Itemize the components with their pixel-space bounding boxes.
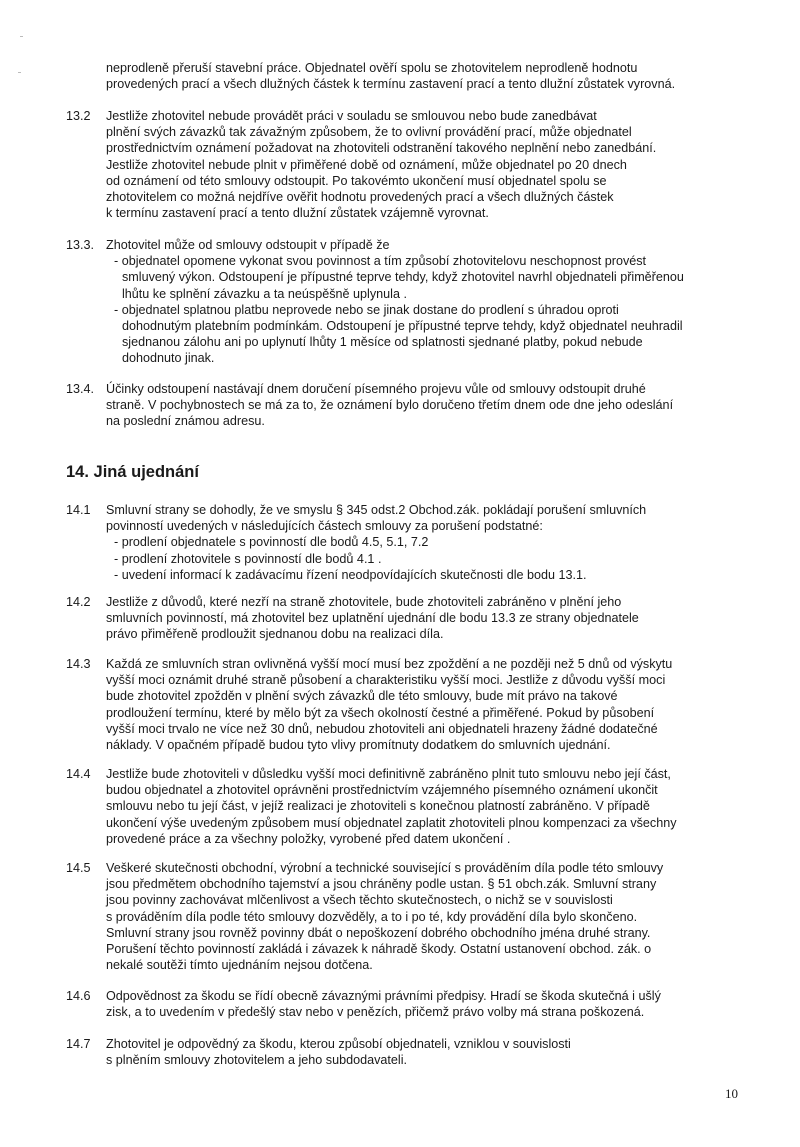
text-line: ukončení výše uvedeným způsobem musí objednatel zaplatit zhotoviteli plnou kompenzaci za všechny — [106, 815, 677, 830]
text-line: provedené práce a za všechny položky, vyrobené před datem ukončení . — [106, 831, 511, 846]
section-number: 14.1 — [66, 503, 91, 517]
text-line: provedených prací a všech dlužných částek k termínu zastavení prací a tento dlužní zůstatek vyrovná. — [106, 77, 676, 92]
text-line: straně. V pochybnostech se má za to, že oznámení bylo doručeno třetím dnem ode dne jeho odeslání — [106, 398, 674, 413]
text-line: Jestliže z důvodů, které nezří na straně zhotovitele, bude zhotoviteli zabráněno v plnění jeho — [106, 595, 622, 609]
text-line: zisk, a to uvedením v předešlý stav nebo v penězích, přičemž právo volby má strana poškozená. — [106, 1005, 645, 1020]
scan-speck — [20, 36, 23, 37]
text-line: prostřednictvím oznámení požadovat na zhotoviteli odstranění takového neplnění nebo zanedbání. — [106, 141, 657, 156]
section-number: 14.2 — [66, 595, 91, 609]
text-line: Smluvní strany jsou rovněž povinny dbát o nepoškození dobrého obchodního jména druhé strany. — [106, 925, 651, 940]
text-line: Veškeré skutečnosti obchodní, výrobní a technické související s prováděním díla podle této smlouvy — [106, 861, 664, 875]
text-line: bude zhotovitel zpožděn v plnění svých závazků dle této smlouvy, bude mít právo na takové — [106, 689, 618, 704]
text-line: na poslední známou adresu. — [106, 414, 265, 429]
section-13-4 — [66, 381, 756, 430]
text-line: Jestliže zhotovitel nebude plnit v přiměřené době od oznámení, může objednatel po 20 dnech — [106, 157, 627, 172]
section-number: 14.6 — [66, 989, 91, 1003]
text-line: povinností uvedených v následujících částech smlouvy za porušení podstatné: — [106, 519, 543, 534]
text-line: jsou povinny zachovávat mlčenlivost a všech těchto skutečnostech, o nichž se v souvislosti — [106, 893, 613, 908]
section-number: 13.4. — [66, 382, 95, 396]
section-14-3 — [66, 656, 756, 753]
section-13-3 — [66, 237, 756, 367]
text-line: náklady. V opačném případě budou tyto vlivy promítnuty dodatkem do smluvních ujednání. — [106, 738, 611, 753]
text-line: budou objednatel a zhotovitel oprávněni prostřednictvím vzájemného písemného oznámení ukončit — [106, 783, 658, 798]
section-14-2 — [66, 594, 756, 643]
text-line: jsou předmětem obchodního tajemství a jsou chráněny podle ustan. § 51 obch.zák. Smluvní strany — [106, 877, 657, 892]
text-line: vyšší moci oznámit druhé straně působení a charakteristiku vyšší moci. Jestliže z důvodu vyšší moci — [106, 673, 666, 688]
section-number: 14.4 — [66, 767, 91, 781]
text-line: s prováděním díla podle této smlouvy dozvěděly, a to i po té, kdy provádění díla bylo skončeno. — [106, 909, 638, 924]
section-number: 14.5 — [66, 861, 91, 875]
section-heading: 14. Jiná ujednání — [66, 463, 199, 481]
text-line: Zhotovitel může od smlouvy odstoupit v případě že — [106, 238, 390, 252]
list-item: - prodlení zhotovitele s povinností dle bodů 4.1 . — [114, 551, 382, 566]
text-line: právo přiměřeně prodloužit sjednanou dobu na realizaci díla. — [106, 627, 444, 642]
text-line: Jestliže bude zhotoviteli v důsledku vyšší moci definitivně zabráněno plnit tuto smlouvu nebo její část, — [106, 767, 671, 781]
section-number: 13.2 — [66, 109, 91, 123]
list-item: - uvedení informací k zadávacímu řízení neodpovídajících skutečnosti dle bodu 13.1. — [114, 567, 587, 582]
text-line: dohodnutým platebním podmínkám. Odstoupení je přípustné teprve tehdy, když objednatel neuhradil — [122, 319, 683, 334]
text-line: smluvních povinností, má zhotovitel bez uplatnění ujednání dle bodu 13.3 ze strany objednatele — [106, 611, 639, 626]
text-line: smluvený výkon. Odstoupení je přípustné teprve tehdy, když zhotovitel navrhl objednateli přiměřenou — [122, 270, 684, 285]
text-line: Každá ze smluvních stran ovlivněná vyšší mocí musí bez zpoždění a ne později než 5 dnů od výskytu — [106, 657, 673, 671]
text-line: Odpovědnost za škodu se řídí obecně závaznými právními předpisy. Hradí se škoda skutečná i ušlý — [106, 989, 661, 1003]
section-13-2 — [66, 108, 756, 221]
text-line: nekalé soutěži tímto ujednáním nejsou dotčena. — [106, 958, 373, 973]
text-line: Porušení těchto povinností zakládá i závazek k náhradě škody. Ostatní ustanovení obchod. zák. o — [106, 942, 652, 957]
text-line: vyšší moci trvalo ne více než 30 dnů, nebudou zhotoviteli ani objednateli hrazeny žádné dodatečné — [106, 721, 658, 736]
text-line: dohodnuto jinak. — [122, 351, 215, 366]
section-14-6 — [66, 988, 756, 1020]
text-line: neprodleně přeruší stavební práce. Objednatel ověří spolu se zhotovitelem neprodleně hodnotu — [106, 61, 638, 75]
section-number: 14.3 — [66, 657, 91, 671]
text-line: Jestliže zhotovitel nebude provádět práci v souladu se smlouvou nebo bude zanedbávat — [106, 109, 597, 123]
text-line: Smluvní strany se dohodly, že ve smyslu § 345 odst.2 Obchod.zák. pokládají porušení smluvních — [106, 503, 647, 517]
continuation-paragraph — [106, 60, 756, 92]
list-item: - objednatel opomene vykonat svou povinnost a tím způsobí zhotovitelovu neschopnost provést — [114, 254, 647, 269]
section-number: 13.3. — [66, 238, 95, 252]
section-14-4 — [66, 766, 756, 847]
text-line: zhotovitelem co možná nejdříve ověřit hodnotu provedených prací a všech dlužných částek — [106, 190, 614, 205]
section-number: 14.7 — [66, 1037, 91, 1051]
list-item: - objednatel splatnou platbu neprovede nebo se jinak dostane do prodlení s úhradou oproti — [114, 302, 619, 317]
list-item: - prodlení objednatele s povinností dle bodů 4.5, 5.1, 7.2 — [114, 535, 429, 550]
text-line: sjednanou zálohu ani po uplynutí lhůty 1 měsíce od splatnosti sjednané platby, pokud nebude — [122, 335, 643, 350]
page-number: 10 — [725, 1086, 738, 1101]
section-14-5 — [66, 860, 756, 973]
text-line: Zhotovitel je odpovědný za škodu, kterou způsobí objednateli, vzniklou v souvislosti — [106, 1037, 571, 1051]
text-line: k termínu zastavení prací a tento dlužní zůstatek vzájemně vyrovnat. — [106, 206, 489, 221]
text-line: od oznámení od této smlouvy odstoupit. Po takovémto ukončení musí objednatel spolu se — [106, 173, 607, 188]
text-line: plnění svých závazků tak závažným způsobem, že to ovlivní provádění prací, může objednatel — [106, 125, 632, 140]
text-line: s plněním smlouvy zhotovitelem a jeho subdodavateli. — [106, 1053, 408, 1068]
section-14-7 — [66, 1036, 756, 1068]
text-line: smlouvu nebo tu její část, v jejíž realizaci je zhotoviteli s konečnou platností zabráněno. V případě — [106, 799, 650, 814]
section-14-1 — [66, 502, 756, 583]
text-line: lhůtu ke splnění závazku a ta neúspěšně uplynula . — [122, 286, 407, 301]
scan-speck — [18, 72, 21, 73]
text-line: prodloužení termínu, které by mělo být za všech okolností čestné a přiměřené. Pokud by působení — [106, 705, 655, 720]
text-line: Účinky odstoupení nastávají dnem doručení písemného projevu vůle od smlouvy odstoupit druhé — [106, 382, 646, 396]
